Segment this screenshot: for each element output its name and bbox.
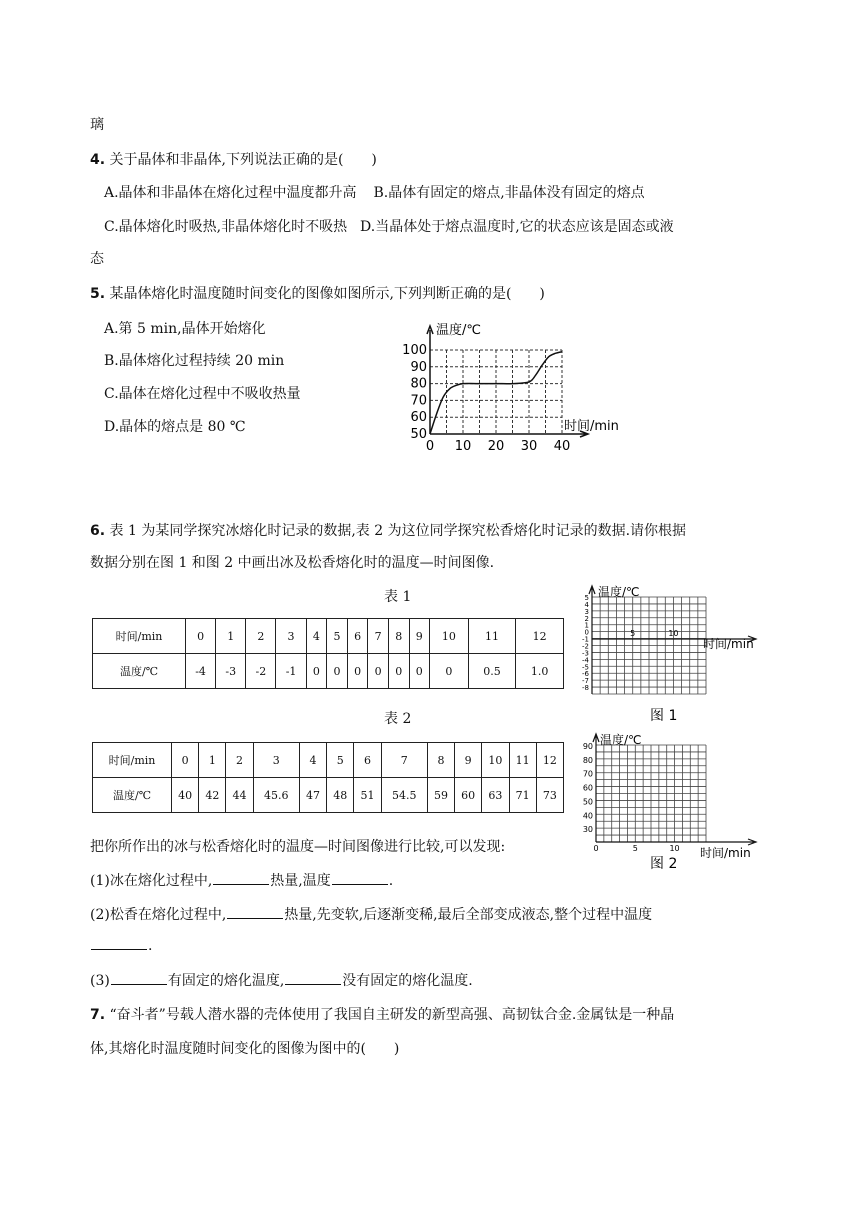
tick-labels (402, 343, 570, 454)
y-axis (589, 586, 595, 694)
row-header: 时间/min (93, 743, 172, 778)
table-cell: 1.0 (516, 654, 564, 689)
table-cell: 47 (299, 778, 326, 813)
table-cell: 0 (388, 654, 409, 689)
y-axis (427, 326, 433, 434)
y-tick-label: 90 (582, 742, 593, 751)
table-1 (92, 618, 564, 689)
x-tick-label: 30 (520, 439, 538, 454)
y-tick-label: 80 (410, 376, 427, 392)
sub-3-text-c: 没有固定的熔化温度. (342, 973, 473, 989)
question-stem-line-1: 表 1 为某同学探究冰熔化时记录的数据,表 2 为这位同学探究松香熔化时记录的数据.请你根据 (109, 523, 687, 539)
option-b: B.晶体熔化过程持续 20 min (104, 353, 285, 369)
table-cell: 45.6 (253, 778, 299, 813)
y-tick-label: 30 (582, 825, 593, 835)
x-axis-label: 时间/min (564, 419, 619, 434)
table-row (93, 743, 564, 778)
table-cell: 59 (427, 778, 454, 813)
table-2-caption: 表 2 (384, 711, 412, 727)
option-d-continued: 态 (90, 251, 104, 267)
question-number: 7. (90, 1007, 106, 1023)
sub-3-text-a: (3) (90, 973, 110, 989)
table-1-caption: 表 1 (384, 589, 412, 605)
y-axis-label: 温度/℃ (598, 585, 640, 599)
table-cell: 3 (253, 743, 299, 778)
table-row (93, 778, 564, 813)
table-2 (92, 742, 564, 813)
row-header: 时间/min (93, 619, 186, 654)
answer-blank[interactable] (227, 906, 283, 919)
table-cell: 8 (388, 619, 409, 654)
y-tick-label: 70 (582, 769, 593, 779)
table-cell: 60 (455, 778, 482, 813)
chart-grid (430, 350, 562, 434)
question-number: 6. (90, 523, 106, 539)
answer-blank[interactable] (91, 937, 147, 950)
y-axis (593, 734, 599, 842)
sub-question-2-continued (90, 937, 152, 954)
table-cell: 5 (327, 743, 354, 778)
y-tick-label: 60 (582, 783, 593, 793)
table-cell: 4 (299, 743, 326, 778)
table-cell: 12 (536, 743, 563, 778)
table-cell: 3 (276, 619, 306, 654)
y-tick-label: -7 (582, 677, 589, 686)
y-tick-label: 5 (584, 594, 589, 602)
table-cell: -4 (186, 654, 216, 689)
question-7 (90, 1004, 674, 1024)
table-cell: 10 (430, 619, 469, 654)
table-cell: -1 (276, 654, 306, 689)
table-cell: 0 (430, 654, 469, 689)
sub-2-text-b: 热量,先变软,后逐渐变稀,最后全部变成液态,整个过程中温度 (284, 907, 653, 923)
table-cell: -2 (246, 654, 276, 689)
x-axis-label: 时间/min (703, 637, 754, 651)
table-cell: 0.5 (468, 654, 516, 689)
answer-blank[interactable] (111, 972, 167, 985)
table-cell: 73 (536, 778, 563, 813)
question-5 (90, 283, 545, 303)
y-tick-label: 50 (582, 797, 593, 807)
y-axis-label: 温度/℃ (436, 323, 481, 338)
table-cell: 0 (347, 654, 368, 689)
table-cell: 71 (509, 778, 536, 813)
option-row-ab (104, 182, 645, 202)
question-6 (90, 520, 686, 540)
row-header: 温度/℃ (93, 654, 186, 689)
option-a: A.第 5 min,晶体开始熔化 (104, 321, 266, 337)
x-tick-label: 20 (487, 439, 505, 454)
sub-1-text-c: . (388, 873, 394, 889)
y-tick-label: 50 (410, 427, 427, 442)
figure-1-caption: 图 1 (650, 708, 678, 724)
tick-labels (582, 594, 679, 692)
question-4 (90, 149, 377, 169)
table-cell: 0 (368, 654, 389, 689)
y-tick-label: -2 (582, 642, 589, 651)
table-cell: 2 (246, 619, 276, 654)
table-cell: 0 (306, 654, 327, 689)
table-cell: 54.5 (381, 778, 427, 813)
table-cell: 0 (327, 654, 348, 689)
sub-3-text-b: 有固定的熔化温度, (167, 973, 285, 989)
y-tick-label: 100 (402, 343, 427, 358)
table-cell: 11 (509, 743, 536, 778)
compare-text: 把你所作出的冰与松香熔化时的温度—时间图像进行比较,可以发现: (90, 839, 506, 855)
table-cell: 4 (306, 619, 327, 654)
table-cell: 8 (427, 743, 454, 778)
grid (596, 745, 706, 842)
question-stem-line-1: “奋斗者”号载人潜水器的壳体使用了我国自主研发的新型高强、高韧钛合金.金属钛是一种晶 (109, 1007, 675, 1023)
table-cell: 0 (409, 654, 430, 689)
x-tick-label: 10 (669, 844, 680, 853)
option-d: D.晶体的熔点是 80 ℃ (104, 419, 246, 435)
table-cell: 1 (216, 619, 246, 654)
y-tick-label: 4 (584, 600, 589, 609)
y-tick-label: 1 (584, 621, 589, 630)
option-c: C.晶体在熔化过程中不吸收热量 (104, 386, 301, 402)
table-cell: 48 (327, 778, 354, 813)
sub-2-text-c: . (148, 938, 153, 954)
table-cell: 2 (226, 743, 253, 778)
table-cell: 9 (455, 743, 482, 778)
question-stem: 某晶体熔化时温度随时间变化的图像如图所示,下列判断正确的是( ) (109, 286, 545, 302)
table-cell: 44 (226, 778, 253, 813)
x-axis-label: 时间/min (700, 846, 751, 860)
table-cell: 12 (516, 619, 564, 654)
question-stem-line-2: 数据分别在图 1 和图 2 中画出冰及松香熔化时的温度—时间图像. (90, 555, 495, 571)
y-tick-label: 0 (584, 628, 589, 637)
table-cell: 0 (172, 743, 199, 778)
sub-question-1 (90, 870, 393, 890)
table-cell: 42 (199, 778, 226, 813)
y-tick-label: 40 (582, 811, 593, 821)
x-tick-label: 5 (630, 629, 636, 638)
sub-1-text-a: (1)冰在熔化过程中, (90, 873, 213, 889)
x-tick-label: 10 (454, 439, 472, 454)
y-tick-label: 2 (584, 614, 589, 623)
table-cell: 10 (482, 743, 509, 778)
figure-1-grid (578, 582, 760, 724)
x-tick-label: 5 (632, 844, 638, 853)
row-header: 温度/℃ (93, 778, 172, 813)
table-cell: 63 (482, 778, 509, 813)
sub-1-text-b: 热量,温度 (270, 873, 331, 889)
melting-curve-chart (396, 318, 636, 466)
x-tick-label: 0 (425, 439, 435, 454)
grid (592, 597, 706, 694)
table-cell: 6 (347, 619, 368, 654)
question-stem-line-2: 体,其熔化时温度随时间变化的图像为图中的( ) (90, 1041, 400, 1057)
option-d: D.当晶体处于熔点温度时,它的状态应该是固态或液 (360, 219, 674, 235)
continued-text: 璃 (90, 117, 104, 133)
option-b: B.晶体有固定的熔点,非晶体没有固定的熔点 (373, 185, 645, 201)
table-row (93, 619, 564, 654)
answer-blank[interactable] (332, 872, 388, 885)
answer-blank[interactable] (285, 972, 341, 985)
table-cell: 0 (186, 619, 216, 654)
y-tick-label: 90 (410, 359, 427, 375)
figure-2-caption: 图 2 (650, 856, 678, 872)
table-cell: 9 (409, 619, 430, 654)
y-tick-label: 70 (410, 393, 427, 409)
sub-question-2 (90, 904, 652, 924)
x-tick-label: 0 (593, 844, 599, 853)
table-cell: 1 (199, 743, 226, 778)
table-row (93, 654, 564, 689)
question-number: 4. (90, 152, 106, 168)
y-tick-label: 3 (584, 607, 589, 616)
y-tick-label: -6 (582, 670, 589, 679)
y-tick-label: -5 (582, 663, 589, 672)
figure-2-grid (578, 730, 760, 872)
option-c: C.晶体熔化时吸热,非晶体熔化时不吸热 (104, 219, 348, 235)
question-stem: 关于晶体和非晶体,下列说法正确的是( ) (109, 152, 377, 168)
option-row-cd (104, 216, 674, 236)
y-axis-label: 温度/℃ (600, 733, 642, 747)
y-tick-label: -3 (582, 649, 589, 658)
x-tick-label: 40 (553, 439, 571, 454)
y-tick-label: -4 (582, 656, 589, 665)
sub-2-text-a: (2)松香在熔化过程中, (90, 907, 227, 923)
y-tick-label: -1 (582, 635, 589, 644)
table-cell: 7 (381, 743, 427, 778)
answer-blank[interactable] (213, 872, 269, 885)
sub-question-3 (90, 970, 473, 990)
question-number: 5. (90, 286, 106, 302)
table-cell: -3 (216, 654, 246, 689)
y-tick-label: 60 (410, 410, 427, 426)
table-cell: 7 (368, 619, 389, 654)
y-tick-label: 80 (582, 755, 593, 765)
table-cell: 6 (354, 743, 381, 778)
table-cell: 40 (172, 778, 199, 813)
table-cell: 11 (468, 619, 516, 654)
option-a: A.晶体和非晶体在熔化过程中温度都升高 (104, 185, 357, 201)
table-cell: 51 (354, 778, 381, 813)
y-tick-label: -8 (582, 684, 589, 693)
x-tick-label: 10 (668, 629, 679, 638)
table-cell: 5 (327, 619, 348, 654)
